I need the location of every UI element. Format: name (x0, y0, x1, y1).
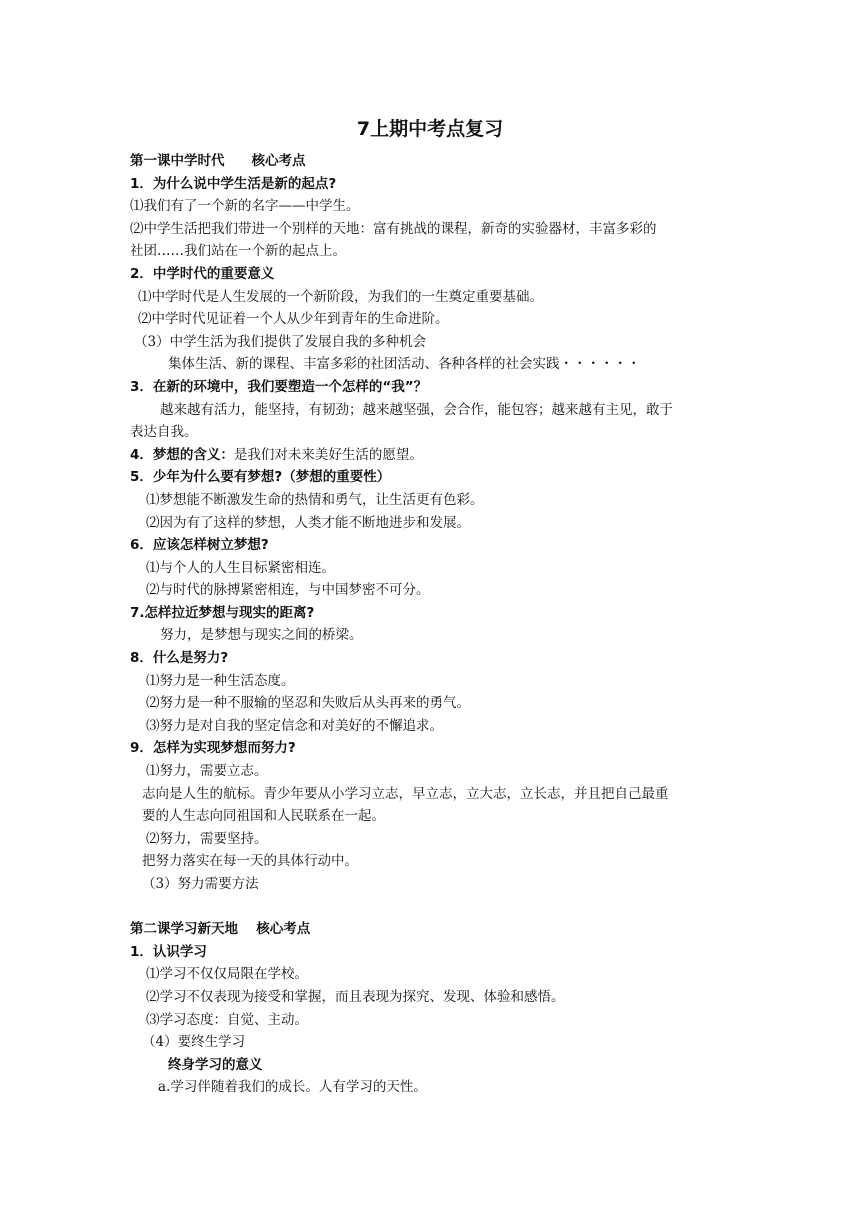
text-line (130, 444, 730, 467)
text-line (130, 308, 730, 331)
line-text: ⑴梦想能不断激发生命的热情和勇气，让生活更有色彩。 (146, 491, 484, 508)
line-text: 9．怎样为实现梦想而努力? (130, 740, 296, 757)
line-text: ⑵中学生活把我们带进一个别样的天地：富有挑战的课程，新奇的实验器材，丰富多彩的 (130, 220, 657, 237)
text-line (130, 240, 730, 263)
line-text: 1．认识学习 (130, 943, 207, 960)
text-line (130, 670, 730, 693)
line-text: 把努力落实在每一天的具体行动中。 (142, 853, 358, 870)
line-text: ⑴努力，需要立志。 (146, 763, 268, 780)
line-text: 5．少年为什么要有梦想?（梦想的重要性） (130, 469, 391, 486)
text-line (130, 783, 730, 806)
line-text: ⑴与个人的人生目标紧密相连。 (146, 559, 335, 576)
line-text: ⑴我们有了一个新的名字——中学生。 (130, 198, 360, 215)
line-text: 是我们对未来美好生活的愿望。 (233, 446, 423, 463)
line-text: 终身学习的意义 (168, 1056, 263, 1073)
section-heading (130, 737, 730, 760)
text-line (130, 873, 730, 896)
line-text: 第二课学习新天地 核心考点 (130, 921, 311, 938)
section-heading (130, 918, 730, 941)
line-text: 6．应该怎样树立梦想? (130, 537, 269, 554)
text-line (130, 850, 730, 873)
text-line (130, 1031, 730, 1054)
line-text: ⑴中学时代是人生发展的一个新阶段，为我们的一生奠定重要基础。 (138, 288, 543, 305)
line-text: 努力，是梦想与现实之间的桥梁。 (160, 627, 363, 644)
line-text: 表达自我。 (130, 424, 198, 441)
text-line (130, 805, 730, 828)
document-body (130, 150, 730, 1099)
text-line (130, 331, 730, 354)
line-text: ⑶学习态度：自觉、主动。 (146, 1011, 308, 1028)
line-text: 1．为什么说中学生活是新的起点? (130, 175, 337, 192)
line-text: （3）努力需要方法 (142, 876, 259, 892)
text-line (130, 421, 730, 444)
section-heading (130, 150, 730, 173)
section-heading (130, 602, 730, 625)
line-text: 志向是人生的航标。青少年要从小学习立志，早立志，立大志，立长志，并且把自己最重 (142, 785, 669, 802)
section-heading (130, 263, 730, 286)
text-line (130, 1076, 730, 1099)
line-text: （4）要终生学习 (142, 1034, 246, 1051)
text-line (130, 624, 730, 647)
text-line (130, 399, 730, 422)
line-text: ⑵与时代的脉搏紧密相连，与中国梦密不可分。 (146, 582, 430, 599)
text-line (130, 286, 730, 309)
line-text: a.学习伴随着我们的成长。人有学习的天性。 (158, 1079, 427, 1096)
text-line (130, 760, 730, 783)
text-line (130, 828, 730, 851)
section-heading (130, 376, 730, 399)
line-text: 社团……我们站在一个新的起点上。 (130, 243, 346, 260)
section-heading (130, 647, 730, 670)
line-text: ⑵努力是一种不服输的坚忍和失败后从头再来的勇气。 (146, 695, 470, 712)
text-line (130, 489, 730, 512)
line-text: （3）中学生活为我们提供了发展自我的多种机会 (134, 333, 427, 350)
text-line (130, 715, 730, 738)
blank-line (130, 896, 730, 919)
line-text: ⑵学习不仅表现为接受和掌握，而且表现为探究、发现、体验和感悟。 (146, 988, 565, 1005)
document-title: 7上期中考点复习 (356, 118, 504, 140)
line-text: ⑵中学时代见证着一个人从少年到青年的生命进阶。 (138, 311, 449, 328)
line-text: ⑴努力是一种生活态度。 (146, 672, 295, 689)
line-text: ⑶努力是对自我的坚定信念和对美好的不懈追求。 (146, 717, 443, 734)
section-heading (130, 1054, 730, 1077)
line-text: 8．什么是努力? (130, 650, 229, 667)
section-heading (130, 534, 730, 557)
text-line (130, 963, 730, 986)
text-line (130, 1009, 730, 1032)
line-text: ⑵因为有了这样的梦想，人类才能不断地进步和发展。 (146, 514, 470, 531)
line-text: 第一课中学时代 核心考点 (130, 153, 306, 169)
text-line (130, 579, 730, 602)
line-text: ⑴学习不仅仅局限在学校。 (146, 966, 308, 983)
line-text: 集体生活、新的课程、丰富多彩的社团活动、各种各样的社会实践・・・・・・ (168, 356, 641, 373)
section-heading (130, 173, 730, 196)
text-line (130, 557, 730, 580)
text-line (130, 195, 730, 218)
line-text: 2．中学时代的重要意义 (130, 265, 275, 282)
section-heading (130, 466, 730, 489)
section-heading (130, 941, 730, 964)
line-text: 越来越有活力，能坚持，有韧劲；越来越坚强，会合作，能包容；越来越有主见，敢于 (160, 401, 673, 418)
text-line (130, 512, 730, 535)
heading-prefix: 4．梦想的含义： (130, 446, 234, 463)
text-line (130, 218, 730, 241)
line-text: ⑵努力，需要坚持。 (146, 830, 268, 847)
text-line (130, 353, 730, 376)
line-text: 7.怎样拉近梦想与现实的距离? (130, 604, 315, 621)
line-text: 3．在新的环境中，我们要塑造一个怎样的“我”？ (130, 378, 428, 395)
text-line (130, 692, 730, 715)
text-line (130, 986, 730, 1009)
line-text: 要的人生志向同祖国和人民联系在一起。 (142, 808, 385, 825)
